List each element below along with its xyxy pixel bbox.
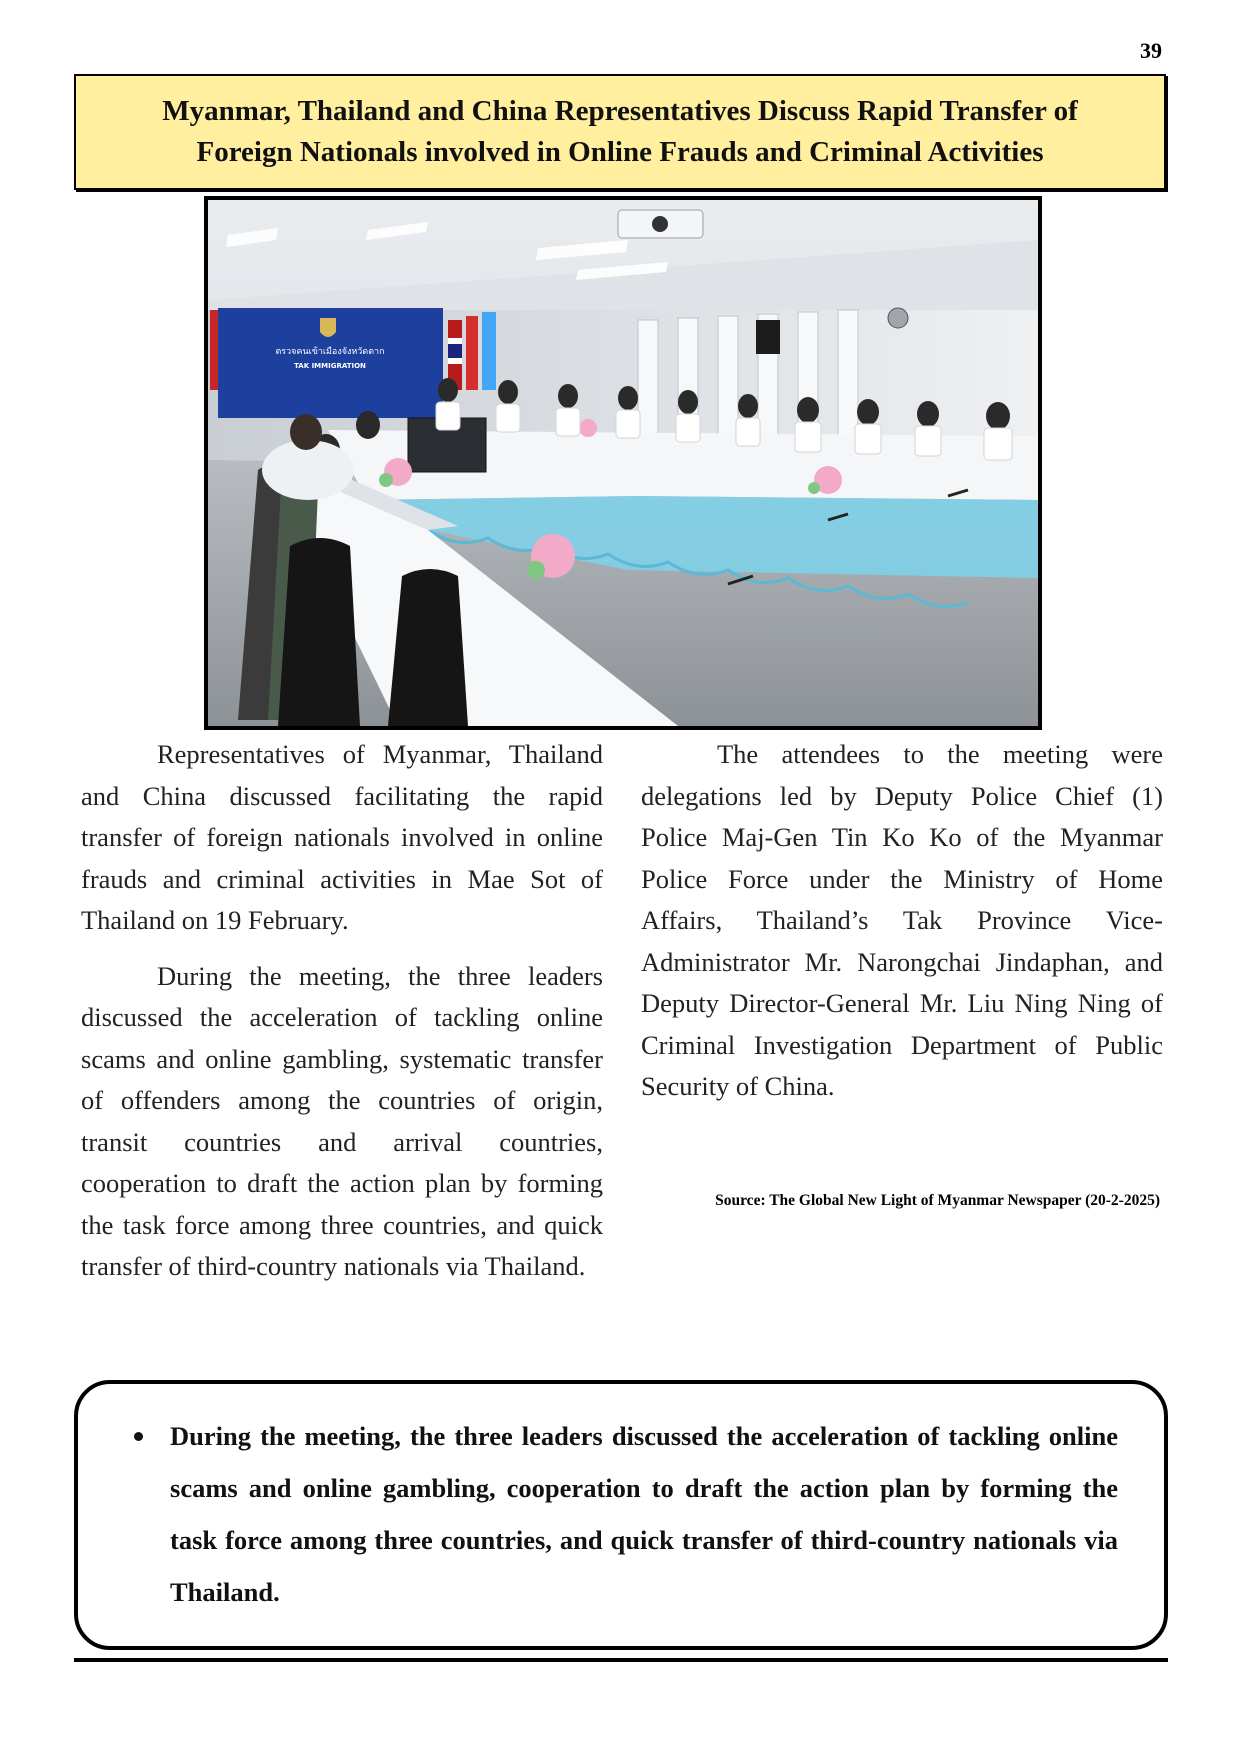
meeting-photo [204,196,1042,730]
article-body-right [641,734,1163,1122]
page-number: 39 [1140,38,1162,63]
banner-thai-text: ตรวจคนเข้าเมืองจังหวัดตาก [275,347,385,357]
bottom-divider [74,1658,1168,1662]
bullet-icon [134,1432,143,1441]
article-paragraph: During the meeting, the three leaders discussed the acceleration of tackling online scams and online gambling, systematic transfer of offenders among the countries of origin, transit countries and arrival countries, cooperation to draft the action plan by forming the task force among three countries, and quick transfer of third-country nationals via Thailand. [81,960,603,1281]
article-source: Source: The Global New Light of Myanmar Newspaper (20-2-2025) [715,1192,1160,1209]
article-paragraph: The attendees to the meeting were delegations led by Deputy Police Chief (1) Police Maj-Gen Tin Ko Ko of the Myanmar Police Force under the Ministry of Home Affairs, Thailand’s Tak Province Vice-Administrator Mr. Narongchai Jindaphan, and Deputy Director-General Mr. Liu Ning Ning of Criminal Investigation Department of Public Security of China. [641,739,1163,1101]
article-title-line-2: Foreign Nationals involved in Online Frauds and Criminal Activities [196,136,1044,168]
summary-bullet-item [134,1410,1118,1618]
article-body-left [81,734,603,1302]
summary-bullet-text: During the meeting, the three leaders discussed the acceleration of tackling online scams and online gambling, cooperation to draft the action plan by forming the task force among three countries, and quick transfer of third-country nationals via Thailand. [170,1421,1118,1607]
banner-english-text: TAK IMMIGRATION [294,362,366,370]
article-title-box [74,74,1166,190]
article-paragraph: Representatives of Myanmar, Thailand and China discussed facilitating the rapid transfer of foreign nationals involved in online frauds and criminal activities in Mae Sot of Thailand on 19 February. [81,739,603,935]
meeting-room-illustration [208,200,1038,726]
article-title-line-1: Myanmar, Thailand and China Representatives Discuss Rapid Transfer of [162,95,1078,127]
summary-list [134,1410,1118,1618]
summary-box [74,1380,1168,1650]
